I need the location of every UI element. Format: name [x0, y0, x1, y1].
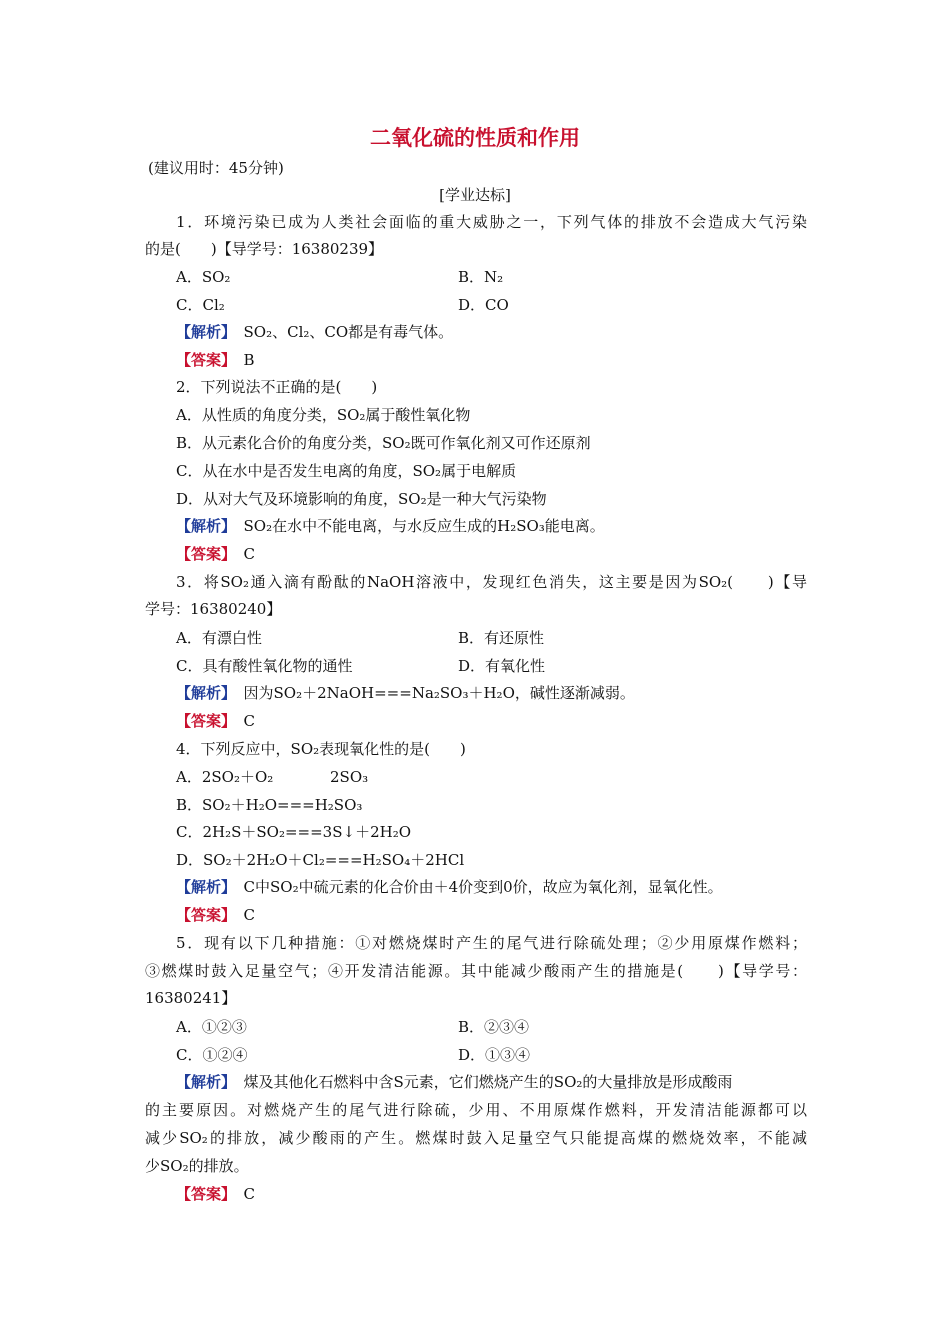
q5-answer-text: C: [243, 1185, 256, 1203]
q2-option-a: A．从性质的角度分类，SO₂属于酸性氧化物: [176, 406, 471, 424]
q4-stem: 4．下列反应中，SO₂表现氧化性的是( ): [176, 740, 466, 758]
q5-stem-line3: 16380241】: [145, 989, 237, 1007]
analysis-tag: 【解析】: [176, 684, 229, 702]
q5-analysis-line4: 少SO₂的排放。: [145, 1157, 249, 1175]
q1-answer-text: B: [243, 351, 255, 369]
q1-analysis-text: SO₂、Cl₂、CO都是有毒气体。: [243, 323, 454, 341]
q4-answer: [176, 905, 255, 925]
q1-option-b: B．N₂: [458, 268, 504, 286]
q5-option-a: A．①②③: [176, 1018, 247, 1036]
q3-analysis: [176, 683, 635, 703]
q3-option-a: A．有漂白性: [176, 629, 262, 647]
q2-analysis: [176, 516, 605, 536]
q3-stem-line1: 3．将SO₂通入滴有酚酞的NaOH溶液中，发现红色消失，这主要是因为SO₂( )【导: [176, 573, 807, 591]
q5-stem-line2: ③燃煤时鼓入足量空气；④开发清洁能源。其中能减少酸雨产生的措施是( )【导学号：: [145, 962, 807, 980]
q2-option-c: C．从在水中是否发生电离的角度，SO₂属于电解质: [176, 462, 517, 480]
answer-tag: 【答案】: [176, 351, 229, 369]
q1-option-a: A．SO₂: [176, 268, 231, 286]
q2-stem: 2．下列说法不正确的是( ): [176, 378, 378, 396]
q1-stem-line2: 的是( )【导学号：16380239】: [145, 240, 384, 258]
q4-option-c: C．2H₂S＋SO₂===3S↓＋2H₂O: [176, 823, 412, 841]
analysis-tag: 【解析】: [176, 1073, 229, 1091]
q5-option-c: C．①②④: [176, 1046, 248, 1064]
q1-answer: [176, 350, 255, 370]
q5-analysis-line2: 的主要原因。对燃烧产生的尾气进行除硫，少用、不用原煤作燃料，开发清洁能源都可以: [145, 1101, 807, 1119]
q3-analysis-text: 因为SO₂＋2NaOH===Na₂SO₃＋H₂O，碱性逐渐减弱。: [243, 684, 635, 702]
analysis-tag: 【解析】: [176, 323, 229, 341]
analysis-tag: 【解析】: [176, 517, 229, 535]
analysis-tag: 【解析】: [176, 878, 229, 896]
q4-answer-text: C: [243, 906, 256, 924]
section-heading: [学业达标]: [439, 186, 511, 204]
q4-option-d: D．SO₂＋2H₂O＋Cl₂===H₂SO₄＋2HCl: [176, 851, 465, 869]
q2-answer: [176, 544, 255, 564]
time-hint: (建议用时：45分钟): [148, 159, 284, 177]
answer-tag: 【答案】: [176, 1185, 229, 1203]
q2-analysis-text: SO₂在水中不能电离，与水反应生成的H₂SO₃能电离。: [243, 517, 605, 535]
q5-analysis-text-1: 煤及其他化石燃料中含S元素，它们燃烧产生的SO₂的大量排放是形成酸雨: [243, 1073, 733, 1091]
q2-answer-text: C: [243, 545, 256, 563]
q4-option-a-product: 2SO₃: [330, 768, 369, 786]
answer-tag: 【答案】: [176, 906, 229, 924]
q1-analysis: [176, 322, 453, 342]
q3-answer: [176, 711, 255, 731]
q5-option-d: D．①③④: [458, 1046, 531, 1064]
q3-stem-line2: 学号：16380240】: [145, 600, 282, 618]
q4-option-a: A．2SO₂＋O₂: [176, 768, 274, 786]
q4-option-b: B．SO₂＋H₂O===H₂SO₃: [176, 796, 363, 814]
answer-tag: 【答案】: [176, 712, 229, 730]
q5-analysis-line3: 减少SO₂的排放，减少酸雨的产生。燃煤时鼓入足量空气只能提高煤的燃烧效率，不能减: [145, 1129, 807, 1147]
q1-option-c: C．Cl₂: [176, 296, 225, 314]
q3-answer-text: C: [243, 712, 256, 730]
q4-analysis: [176, 877, 723, 897]
q3-option-b: B．有还原性: [458, 629, 545, 647]
answer-tag: 【答案】: [176, 545, 229, 563]
q3-option-d: D．有氧化性: [458, 657, 546, 675]
q5-option-b: B．②③④: [458, 1018, 530, 1036]
q2-option-d: D．从对大气及环境影响的角度，SO₂是一种大气污染物: [176, 490, 547, 508]
page-title: 二氧化硫的性质和作用: [370, 126, 580, 150]
q2-option-b: B．从元素化合价的角度分类，SO₂既可作氧化剂又可作还原剂: [176, 434, 591, 452]
q3-option-c: C．具有酸性氧化物的通性: [176, 657, 353, 675]
q4-analysis-text: C中SO₂中硫元素的化合价由＋4价变到0价，故应为氧化剂，显氧化性。: [243, 878, 723, 896]
q5-analysis-line1: [176, 1072, 807, 1092]
q1-option-d: D．CO: [458, 296, 509, 314]
q5-answer: [176, 1184, 255, 1204]
q5-stem-line1: 5．现有以下几种措施：①对燃烧煤时产生的尾气进行除硫处理；②少用原煤作燃料；: [176, 934, 807, 952]
q1-stem-line1: 1．环境污染已成为人类社会面临的重大威胁之一，下列气体的排放不会造成大气污染: [176, 213, 807, 231]
